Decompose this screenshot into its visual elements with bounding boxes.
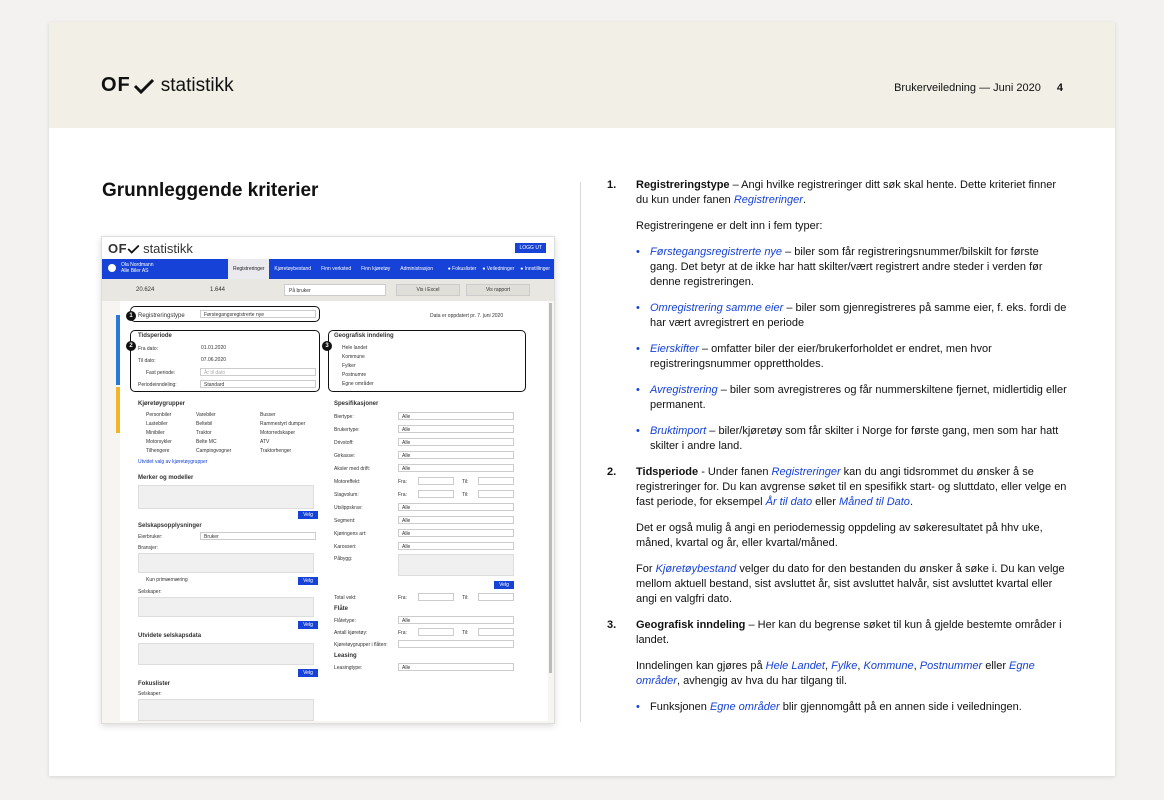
spec-select[interactable]: Alle [398,438,514,446]
item-number: 3. [607,619,617,631]
highlight-1 [130,306,320,322]
from-short: Fra: [398,630,407,636]
vehicle-count-label: Antall kjøretøy: [334,630,368,636]
item-number: 2. [607,466,617,478]
spec-select[interactable]: Alle [398,464,514,472]
page-header [49,22,1115,128]
fleet-type-select[interactable]: Alle [398,616,514,624]
vehicle-option[interactable]: Motorsykler [146,439,172,445]
geo-option[interactable]: Hele landet [342,345,368,351]
app-screenshot [101,236,555,724]
paragraph: Inndelingen kan gjøres på Hele Landet, Fylke, Kommune, Postnummer eller Egne områder, avhengig av hva du har tilgang til. [636,660,1035,687]
app-summary-bar [102,279,554,301]
tab-finn-kjoretoy[interactable]: Finn kjøretøy [361,266,391,272]
vehicle-option[interactable]: Belte MC [196,439,217,445]
company-title: Selskapsopplysninger [138,523,202,529]
owner-label: Eierbruker: [138,534,163,540]
vehicle-option[interactable]: Traktorhenger [260,448,292,454]
bullet: • Funksjonen Egne områder blir gjennomgått på en annen side i veiledningen. [636,701,1022,713]
focus-title: Fokuslister [138,681,171,687]
period-title: Tidsperiode [138,333,172,339]
data-updated: Data er oppdatert pr. 7. juni 2020 [430,313,504,319]
item-geography [607,618,1067,726]
brands-box[interactable] [138,485,314,509]
vehicle-option[interactable]: Varebiler [196,412,216,418]
primary-only-check[interactable]: Kun primærnæring [146,577,188,583]
focus-companies-box[interactable] [138,699,314,721]
app-tools [448,259,550,279]
marker-1: 1 [126,311,136,321]
marker-2: 2 [126,341,136,351]
spec-label: Aksler med drift: [334,466,371,472]
header-meta [894,82,1063,94]
to-date[interactable]: 07.06.2020 [200,356,232,364]
weight-to[interactable] [478,593,514,601]
brands-title: Merker og modeller [138,475,194,481]
app-logo: OF statistikk [108,241,193,256]
count-to[interactable] [478,628,514,636]
owner-select[interactable]: Bruker [200,532,316,540]
page-number: 4 [1056,82,1063,94]
document-page [49,22,1115,776]
vehicle-option[interactable]: Motorredskaper [260,430,296,436]
spec-label: Drivstoff: [334,440,354,446]
vehicle-option[interactable]: Beltebil [196,421,213,427]
report-button[interactable]: Vis rapport [466,284,530,296]
user-info: Ola Nordmann Alle Biler AS [108,262,154,274]
expanded-vehicle-link[interactable]: Utvidet valg av kjøretøygrupper [138,459,208,465]
vehicle-groups-fleet-select[interactable] [398,640,514,648]
select-button[interactable]: Velg [298,577,318,585]
vehicle-groups-fleet-label: Kjøretøygrupper i flåten: [334,642,388,648]
spec-select[interactable]: Alle [398,542,514,550]
guides-link[interactable]: ● Veiledninger [482,266,515,272]
vehicle-option[interactable]: ATV [260,439,270,445]
vehicle-option[interactable]: Rammestyrt dumper [260,421,306,427]
from-short: Fra: [398,595,407,601]
to-short: Til: [462,595,469,601]
marker-3: 3 [322,341,332,351]
spec-select[interactable]: Alle [398,516,514,524]
logout-button[interactable]: LOGG UT [515,243,546,253]
logo-text: statistikk [160,74,234,96]
item-registration-type [607,178,1067,465]
to-short: Til: [462,479,469,485]
vehicle-option[interactable]: Lastebiler [146,421,168,427]
focus-lists-link[interactable]: ● Fokuslister [447,266,477,272]
vehicle-option[interactable]: Traktor [196,430,212,436]
extended-company-title: Utvidete selskapsdata [138,633,202,639]
select-button[interactable]: Velg [298,621,318,629]
industries-box[interactable] [138,553,314,573]
fixed-period-select[interactable]: År til dato [200,368,316,376]
geo-title: Geografisk inndeling [334,333,394,339]
app-topbar [102,237,554,259]
paragraph: For Kjøretøybestand velger du dato for den bestanden du ønsker å søke i. Du kan velge mellom aktuell bestand, sist avsluttet år, sist avsluttet halvår, sist avsluttet kvartal eller angi en valgfri dato. [636,563,1065,605]
user-icon [108,264,116,272]
scrollbar[interactable] [549,303,552,673]
weight-from[interactable] [418,593,454,601]
to-label: Til dato: [138,358,156,364]
vehicle-option[interactable]: Minibiler [146,430,165,436]
tab-kjoretoybestand[interactable]: Kjøretøybestand [274,266,312,272]
settings-link[interactable]: ● Innstillinger [520,266,550,272]
geo-option[interactable]: Egne områder [342,381,374,387]
section-title: Grunnleggende kriterier [102,180,319,201]
vehicle-groups-title: Kjøretøygrupper [138,401,186,407]
vehicle-option[interactable]: Campingvogner [196,448,232,454]
division-select[interactable]: Standard [200,380,316,388]
spec-select[interactable]: Alle [398,503,514,511]
select-button[interactable]: Velg [494,581,514,589]
fixed-period-label: Fast periode: [146,370,176,376]
to-short: Til: [462,630,469,636]
industries-label: Bransjer: [138,545,159,551]
division-label: Periodeinndeling: [138,382,177,388]
spec-select[interactable]: Alle [398,451,514,459]
engine-to[interactable] [478,477,514,485]
paragraph: Det er også mulig å angi en periodemessig oppdeling av søkeresultatet på hhv uke, måned, kvartal og år, eller kvartal/måned. [636,522,1043,549]
bullet: • Bruktimport – biler/kjøretøy som får skilter i Norge for første gang, men som har hatt skilter i andre land. [636,425,1059,452]
vehicle-option[interactable]: Personbiler [146,412,172,418]
companies-label: Selskaper: [138,589,162,595]
tab-registreringer[interactable]: Registreringer [228,259,269,279]
engine-from[interactable] [418,477,454,485]
bullet: • Eierskifter – omfatter biler der eier/brukerforholdet er endret, men hvor registreringsnummer opprettholdes. [636,343,992,370]
spec-label: Kjøringens art: [334,531,367,537]
leasing-type-select[interactable]: Alle [398,663,514,671]
spec-label: Karosseri: [334,544,357,550]
count-from[interactable] [418,628,454,636]
from-short: Fra: [398,479,407,485]
companies-box[interactable] [138,597,314,617]
equipment-box[interactable] [398,554,514,576]
paragraph: Geografisk inndeling – Her kan du begrense søket til kun å gjelde bestemte områder i landet. [636,619,1062,646]
count-trucks: 1.644 [210,287,226,293]
bullet: • Førstegangsregistrerte nye – biler som får registreringsnummer/bilskilt for første gang. Det betyr at de ikke har hatt skilter/vært registrert andre steder i verden før denne registreringen. [636,246,1043,288]
leasing-title: Leasing [334,653,357,659]
engine-label: Motoreffekt: [334,479,361,485]
reg-type-select[interactable]: Førstegangsregistrerte nye [200,310,316,318]
spec-title: Spesifikasjoner [334,401,379,407]
fleet-type-label: Flåtetype: [334,618,356,624]
fleet-title: Flåte [334,606,349,612]
check-icon [127,244,140,254]
reg-type-label: Registreringstype [138,313,185,319]
spec-select[interactable]: Alle [398,412,514,420]
select-button[interactable]: Velg [298,669,318,677]
tab-administrasjon[interactable]: Administrasjon [400,266,434,272]
count-vehicles: 20.624 [136,287,155,293]
paragraph: Tidsperiode - Under fanen Registreringer kan du angi tidsrommet du ønsker å se registreringer for. Du kan avgrense søket til en spesifikk start- og sluttdato, eller velge en fast periode, for eksempel År til dato eller Måned til Dato. [636,466,1067,508]
spec-label: Utslippskrav: [334,505,363,511]
item-time-period [607,465,1067,618]
paragraph: Registreringene er delt inn i fem typer: [636,220,823,232]
instructions [607,178,1067,726]
view-dropdown[interactable]: På bruker [284,284,386,296]
from-short: Fra: [398,492,407,498]
vehicle-option[interactable]: Busser [260,412,276,418]
to-short: Til: [462,492,469,498]
from-date[interactable]: 01.01.2020 [200,344,232,352]
total-weight-label: Total vekt: [334,595,357,601]
check-icon [133,78,155,94]
app-nav [102,259,554,279]
spec-label: Biertype: [334,414,354,420]
vehicle-option[interactable]: Tilhengere [146,448,170,454]
displacement-label: Slagvolum: [334,492,359,498]
geo-option[interactable]: Fylker [342,363,356,369]
excel-button[interactable]: Vis i Excel [396,284,460,296]
highlight-2 [130,330,320,392]
from-label: Fra dato: [138,346,159,352]
displacement-from[interactable] [418,490,454,498]
column-divider [580,182,581,722]
equipment-label: Påbygg: [334,556,353,562]
focus-companies-label: Selskaper: [138,691,162,697]
spec-label: Brukertype: [334,427,360,433]
extended-company-box[interactable] [138,643,314,665]
logo-mark: OF [101,74,131,96]
item-number: 1. [607,179,617,191]
geo-option[interactable]: Postnumre [342,372,367,378]
spec-label: Girkasse: [334,453,356,459]
app-tabs [228,259,438,279]
spec-label: Segment: [334,518,356,524]
guide-title: Brukerveiledning — Juni 2020 [894,82,1041,94]
spec-select[interactable]: Alle [398,425,514,433]
geo-option[interactable]: Kommune [342,354,365,360]
bullet: • Omregistrering samme eier – biler som gjenregistreres på samme eier, f. eks. fordi de har vært avregistrert en periode [636,302,1067,329]
leasing-type-label: Leasingtype: [334,665,363,671]
displacement-to[interactable] [478,490,514,498]
select-button[interactable]: Velg [298,511,318,519]
spec-select[interactable]: Alle [398,529,514,537]
bullet: • Avregistrering – biler som avregistreres og får nummerskiltene fjernet, midlertidig eller permanent. [636,384,1067,411]
tab-finn-verksted[interactable]: Finn verksted [321,266,352,272]
highlight-3 [328,330,526,392]
paragraph: Registreringstype – Angi hvilke registreringer ditt søk skal hente. Dette kriteriet finner du kun under fanen Registreringer. [636,179,1057,206]
ofv-logo [101,74,234,97]
